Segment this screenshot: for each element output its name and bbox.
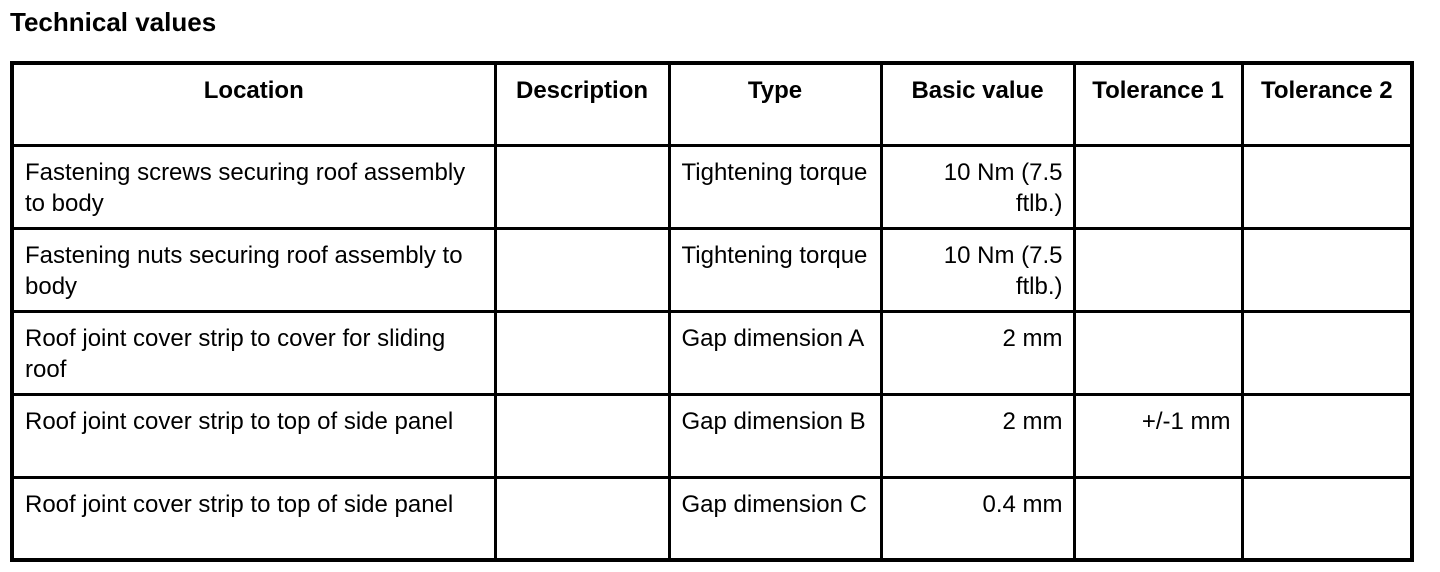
cell-basic-value: 2 mm [881, 394, 1074, 477]
cell-location: Roof joint cover strip to top of side panel [12, 477, 495, 560]
column-header-tolerance-2: Tolerance 2 [1242, 63, 1412, 145]
cell-tolerance-1 [1074, 477, 1242, 560]
cell-location: Fastening nuts securing roof assembly to body [12, 228, 495, 311]
table-row [12, 311, 1412, 394]
cell-basic-value: 10 Nm (7.5 ftlb.) [881, 145, 1074, 228]
cell-tolerance-1: +/-1 mm [1074, 394, 1242, 477]
cell-type: Gap dimension B [669, 394, 881, 477]
table-row [12, 394, 1412, 477]
cell-tolerance-1 [1074, 145, 1242, 228]
cell-tolerance-1 [1074, 228, 1242, 311]
technical-values-table [10, 61, 1414, 562]
cell-tolerance-2 [1242, 477, 1412, 560]
cell-description [495, 394, 669, 477]
page-title: Technical values [10, 7, 217, 37]
table-row [12, 228, 1412, 311]
cell-location: Roof joint cover strip to cover for sliding roof [12, 311, 495, 394]
table-row [12, 145, 1412, 228]
cell-type: Gap dimension C [669, 477, 881, 560]
cell-basic-value: 0.4 mm [881, 477, 1074, 560]
cell-description [495, 145, 669, 228]
cell-tolerance-2 [1242, 228, 1412, 311]
column-header-tolerance-1: Tolerance 1 [1074, 63, 1242, 145]
cell-tolerance-2 [1242, 311, 1412, 394]
column-header-type: Type [669, 63, 881, 145]
cell-type: Gap dimension A [669, 311, 881, 394]
table-header-row [12, 63, 1412, 145]
cell-tolerance-2 [1242, 394, 1412, 477]
cell-location: Roof joint cover strip to top of side panel [12, 394, 495, 477]
cell-description [495, 228, 669, 311]
cell-basic-value: 10 Nm (7.5 ftlb.) [881, 228, 1074, 311]
cell-description [495, 311, 669, 394]
column-header-description: Description [495, 63, 669, 145]
table-row [12, 477, 1412, 560]
cell-tolerance-1 [1074, 311, 1242, 394]
cell-basic-value: 2 mm [881, 311, 1074, 394]
cell-type: Tightening torque [669, 228, 881, 311]
cell-tolerance-2 [1242, 145, 1412, 228]
cell-description [495, 477, 669, 560]
column-header-location: Location [12, 63, 495, 145]
cell-type: Tightening torque [669, 145, 881, 228]
column-header-basic-value: Basic value [881, 63, 1074, 145]
cell-location: Fastening screws securing roof assembly to body [12, 145, 495, 228]
